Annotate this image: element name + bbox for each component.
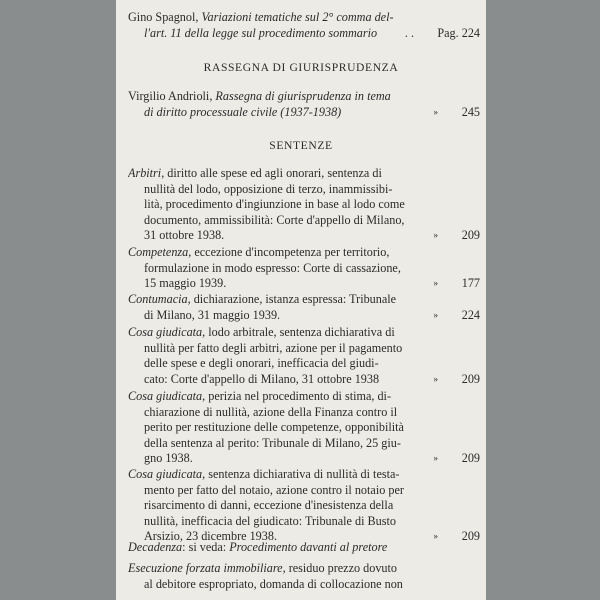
ditto-mark: »: [433, 373, 438, 384]
entry-text-line: cato: Corte d'appello di Milano, 31 ottobre 1938: [144, 371, 380, 386]
article-title: Rassegna di giurisprudenza in tema: [215, 89, 391, 103]
entry-keyword: Cosa giudicata: [128, 389, 203, 403]
ditto-mark: »: [433, 278, 438, 289]
ditto-mark: »: [433, 309, 438, 320]
entry-text-line: risarcimento di danni, eccezione d'inesistenza della: [144, 498, 394, 513]
entry-text-line: , dichiarazione, istanza espressa: Tribunale: [187, 292, 397, 306]
page-number: 224: [461, 307, 480, 322]
entry-keyword: Decadenza: [128, 540, 183, 554]
page-number: 177: [461, 276, 480, 291]
leader-dots: . .: [404, 25, 414, 40]
author-name: Virgilio Andrioli: [128, 89, 210, 103]
ditto-mark: »: [433, 531, 438, 542]
page-number: 209: [461, 228, 480, 243]
entry-keyword: Competenza: [128, 245, 189, 259]
sentenza-entry: [128, 166, 480, 244]
article-title-cont: di diritto processuale civile (1937-1938): [144, 104, 342, 119]
section-heading-rassegna: RASSEGNA DI GIURISPRUDENZA: [203, 61, 399, 74]
page-reference: Pag. 224: [437, 25, 480, 40]
entry-text-line: della sentenza al perito: Tribunale di Milano, 25 giu-: [144, 435, 401, 450]
sentenza-entry: [128, 467, 480, 545]
entry-text-line: chiarazione di nullità, azione della Finanza contro il: [144, 404, 398, 419]
sentenza-entry: [128, 389, 480, 467]
sentenza-entry: [128, 325, 480, 387]
section-heading-sentenze: SENTENZE: [269, 139, 333, 152]
article-title-cont: l'art. 11 della legge sul procedimento sommario: [144, 25, 378, 40]
entry-text-line: , residuo prezzo dovuto: [282, 561, 397, 575]
entry-keyword: Cosa giudicata: [128, 325, 203, 339]
entry-text-line: documento, ammissibilità: Corte d'appello di Milano,: [144, 212, 405, 227]
entry-text-line: nullità per fatto degli arbitri, azione per il pagamento: [144, 340, 403, 355]
entry-text-line: delle spese e degli onorari, inefficacia del giudi-: [144, 356, 379, 371]
page-number: 245: [461, 104, 480, 119]
author-name: Gino Spagnol: [128, 10, 196, 24]
entry-keyword: Cosa giudicata: [128, 467, 203, 481]
entry-keyword: Esecuzione forzata immobiliare: [128, 561, 283, 575]
entry-text-line: perito per restituzione delle competenze, opponibilità: [144, 420, 404, 435]
entry-text-line: , perizia nel procedimento di stima, di-: [202, 389, 392, 403]
entry-text-line: lità, procedimento d'ingiunzione in base al lodo come: [144, 197, 405, 212]
entry-text-line: , diritto alle spese ed agli onorari, sentenza di: [161, 166, 382, 180]
entry-text-line: , eccezione d'incompetenza per territorio,: [188, 245, 390, 259]
entry-text-line: di Milano, 31 maggio 1939.: [144, 307, 281, 322]
entry-spagnol: Gino Spagnol, Variazioni tematiche sul 2° comma del- l'art. 11 della legge sul procedimento sommario . . Pag. 224: [128, 10, 480, 40]
entry-text-line: nullità, inefficacia del giudicato: Tribunale di Busto: [144, 513, 396, 528]
article-title: Variazioni tematiche sul 2° comma del-: [201, 10, 394, 24]
entry-text-line: , sentenza dichiarativa di nullità di testa-: [202, 467, 400, 481]
page-number: 209: [461, 529, 480, 544]
entry-keyword: Arbitri: [128, 166, 162, 180]
ditto-mark: »: [433, 230, 438, 241]
entry-decadenza: [128, 540, 480, 556]
entry-text-line: formulazione in modo espresso: Corte di cassazione,: [144, 260, 401, 275]
entry-text-line: nullità del lodo, opposizione di terzo, inammissibi-: [144, 181, 393, 196]
entry-andrioli: Virgilio Andrioli, Rassegna di giurisprudenza in tema di diritto processuale civile (1937-1938) » 245: [128, 89, 480, 119]
sentenza-entry: [128, 292, 480, 323]
ditto-mark: »: [433, 106, 438, 117]
ditto-mark: »: [433, 453, 438, 464]
sentenza-entry: [128, 245, 480, 292]
see-reference-label: : si veda:: [182, 540, 227, 554]
entry-text-line: 15 maggio 1939.: [144, 276, 227, 291]
entry-text-line: mento per fatto del notaio, azione contro il notaio per: [144, 482, 404, 497]
entry-keyword: Contumacia: [128, 292, 188, 306]
entry-text-line: Arsizio, 23 dicembre 1938.: [144, 529, 278, 544]
page-number: 209: [461, 451, 480, 466]
page-number: 209: [461, 371, 480, 386]
cross-reference: Procedimento davanti al pretore: [229, 540, 388, 554]
entry-text-line: al debitore espropriato, domanda di collocazione non: [144, 576, 403, 591]
entry-text-line: , lodo arbitrale, sentenza dichiarativa di: [202, 325, 395, 339]
entry-text-line: gno 1938.: [144, 451, 193, 466]
book-page: [116, 0, 486, 600]
entry-text-line: 31 ottobre 1938.: [144, 228, 225, 243]
entry-esecuzione: [128, 561, 480, 592]
